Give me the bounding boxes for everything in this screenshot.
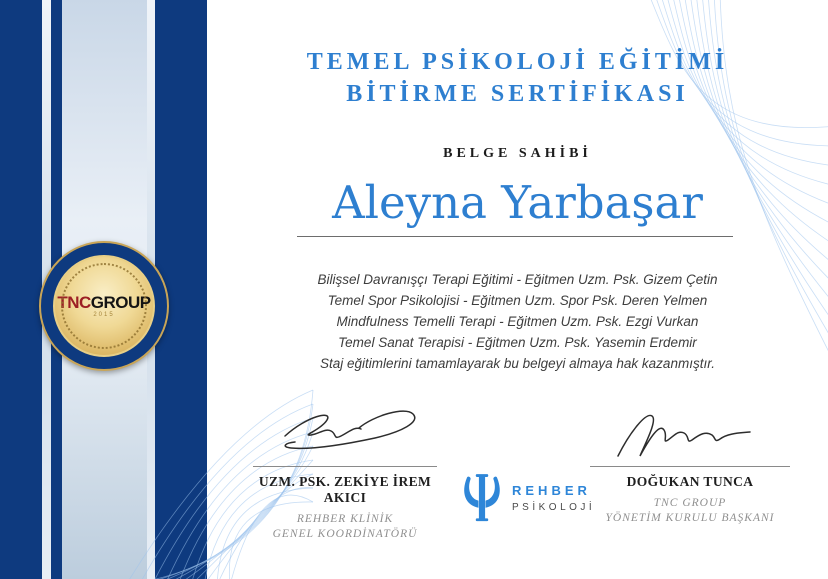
signatory-left-name: UZM. PSK. ZEKİYE İREM AKICI — [258, 474, 432, 505]
holder-label: BELGE SAHİBİ — [443, 146, 592, 161]
tnc-group-medal — [39, 241, 169, 371]
signature-left-icon — [255, 402, 435, 462]
statement-line: Staj eğitimlerini tamamlayarak bu belgeyi almaya hak kazanmıştır. — [320, 356, 715, 371]
rehber-psikoloji-logo — [459, 469, 595, 527]
course-line: Temel Spor Psikolojisi - Eğitmen Uzm. Spor Psk. Deren Yelmen — [327, 293, 708, 308]
psi-icon — [459, 469, 505, 527]
logo-text — [512, 483, 595, 513]
course-line: Temel Sanat Terapisi - Eğitmen Uzm. Psk. Yasemin Erdemir — [338, 335, 697, 350]
course-line: Mindfulness Temelli Terapi - Eğitmen Uzm. Psk. Ezgi Vurkan — [336, 314, 699, 329]
medal-year: 2015 — [93, 312, 115, 318]
course-list — [207, 269, 828, 374]
signature-left-line — [253, 466, 437, 467]
holder-name: Aleyna Yarbaşar — [332, 176, 703, 229]
medal-brand-red: TNC — [57, 293, 91, 312]
signatory-left — [245, 402, 445, 542]
certificate-title-line1: TEMEL PSİKOLOJİ EĞİTİMİ — [306, 49, 729, 75]
signatory-left-role: GENEL KOORDİNATÖRÜ — [272, 528, 418, 540]
medal-dotted-ring — [61, 263, 147, 349]
signatory-left-org: REHBER KLİNİK — [296, 513, 394, 525]
holder-name-underline — [297, 236, 733, 237]
logo-secondary: PSİKOLOJİ — [512, 502, 596, 513]
medal-face — [53, 255, 155, 357]
certificate-title — [207, 46, 828, 110]
medal-brand-black: GROUP — [90, 293, 151, 312]
signatory-right-org: TNC GROUP — [653, 497, 727, 509]
logo-primary: REHBER — [512, 483, 591, 498]
signatory-right-role: YÖNETİM KURULU BAŞKANI — [605, 512, 775, 524]
course-line: Bilişsel Davranışçı Terapi Eğitimi - Eğitmen Uzm. Psk. Gizem Çetin — [317, 272, 718, 287]
signatory-right — [590, 402, 790, 526]
signature-right-icon — [600, 402, 780, 462]
certificate-title-line2: BİTİRME SERTİFİKASI — [346, 81, 689, 107]
signature-right-line — [590, 466, 790, 467]
signatory-right-name: DOĞUKAN TUNCA — [626, 474, 754, 489]
